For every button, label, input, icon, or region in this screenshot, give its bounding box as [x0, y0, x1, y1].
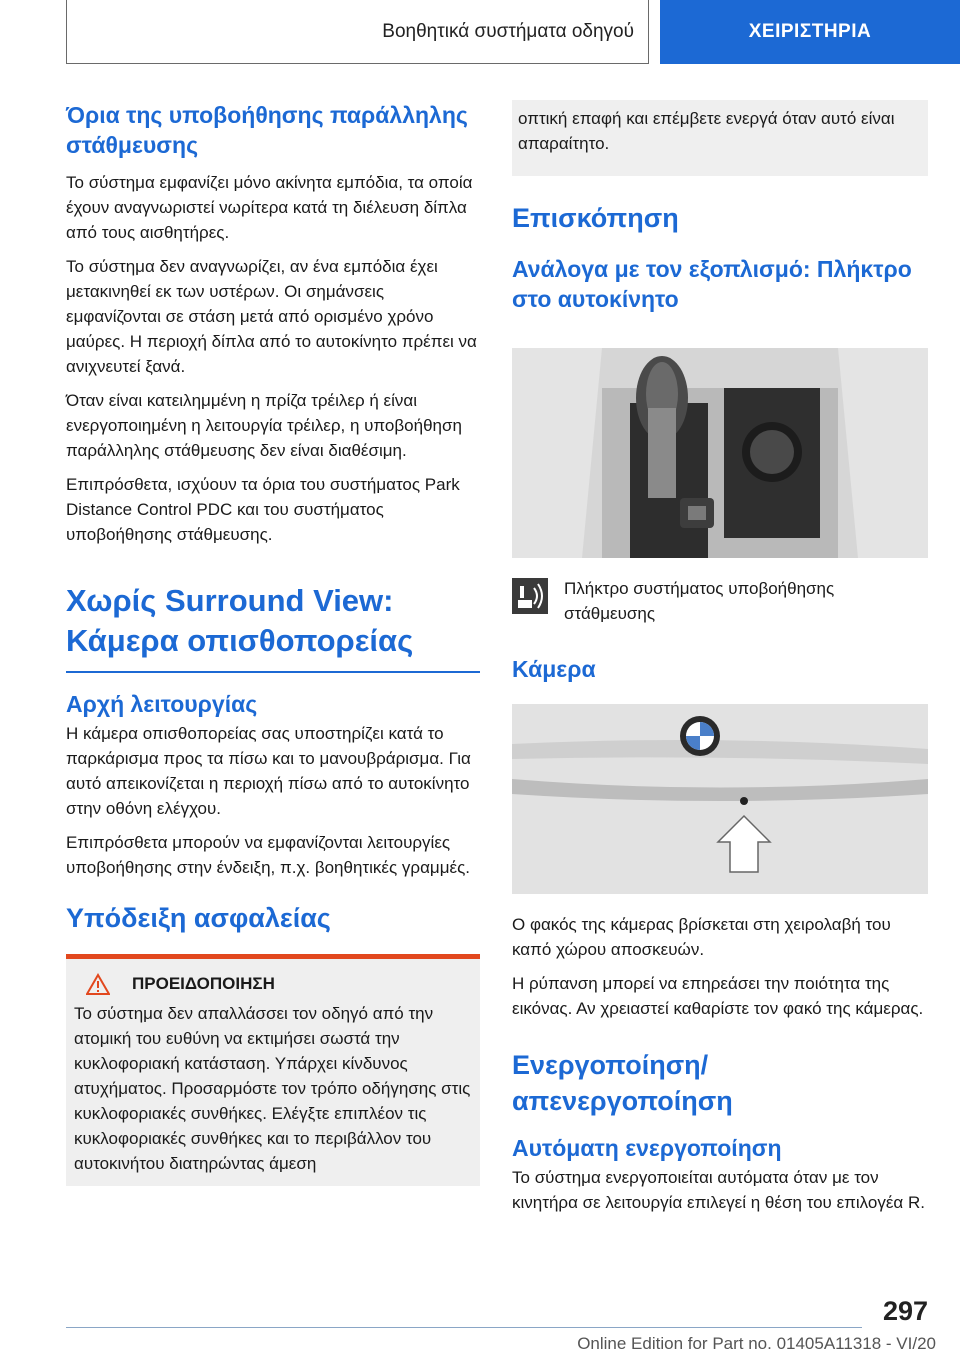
principle-heading: Αρχή λειτουργίας — [66, 691, 258, 717]
safety-heading: Υπόδειξη ασφαλείας — [66, 903, 331, 933]
button-caption: Πλήκτρο συστήματος υποβοήθησης στάθμευσης — [564, 579, 835, 623]
center-console-image — [512, 348, 928, 558]
auto-activation-heading: Αυτόματη ενεργοποίηση — [512, 1135, 782, 1161]
auto-activation-paragraph: Το σύστημα ενεργοποιείται αυτόματα όταν με τον κινητήρα σε λειτουργία επιλεγεί η θέση του επιλογέα R. — [512, 1168, 925, 1212]
camera-heading: Χωρίς Surround View: Κάμερα οπισθοπορείας — [66, 583, 414, 658]
trunk-camera-photo — [512, 704, 928, 894]
limits-paragraph-4: Επιπρόσθετα, ισχύουν τα όρια του συστήματος Park Distance Control PDC και του συστήματος υποβοήθησης στάθμευσης. — [66, 475, 460, 544]
warning-label: ΠΡΟΕΙΔΟΠΟΙΗΣΗ — [132, 974, 275, 993]
warning-continued-text: οπτική επαφή και επέμβετε ενεργά όταν αυτό είναι απαραίτητο. — [518, 109, 895, 153]
console-photo — [512, 348, 928, 558]
warning-triangle-icon — [86, 973, 110, 995]
activation-heading: Ενεργοποίηση/απενεργοποίηση — [512, 1050, 733, 1116]
lens-paragraph-2: Η ρύπανση μπορεί να επηρεάσει την ποιότητα της εικόνας. Αν χρειαστεί καθαρίστε τον φακό της κάμερας. — [512, 974, 924, 1018]
principle-paragraph-2: Επιπρόσθετα μπορούν να εμφανίζονται λειτουργίες υποβοήθησης στην ένδειξη, π.χ. βοηθητικές γραμμές. — [66, 833, 470, 877]
limits-heading: Όρια της υποβοήθησης παράλληλης στάθμευσης — [66, 102, 468, 158]
footer-rule — [66, 1327, 862, 1328]
warning-continued-box — [512, 100, 928, 176]
camera-subheading: Κάμερα — [512, 656, 596, 682]
button-caption-row — [512, 576, 928, 626]
warning-title — [74, 973, 472, 995]
section-rule — [66, 671, 480, 673]
warning-box — [66, 959, 480, 1186]
principle-paragraph-1: Η κάμερα οπισθοπορείας σας υποστηρίζει κατά το παρκάρισμα προς τα πίσω και το μανουβράρισμα. Για αυτό απεικονίζεται η περιοχή πίσω από το αυτοκίνητο στην οθόνη ελέγχου. — [66, 724, 471, 818]
lens-paragraph-1: Ο φακός της κάμερας βρίσκεται στη χειρολαβή του καπό χώρου αποσκευών. — [512, 915, 891, 959]
right-column — [512, 100, 928, 1224]
equipment-heading: Ανάλογα με τον εξοπλισμό: Πλήκτρο στο αυτοκίνητο — [512, 256, 912, 312]
overview-heading: Επισκόπηση — [512, 203, 679, 233]
trunk-lid-image — [512, 704, 928, 894]
header-section: Βοηθητικά συστήματα οδηγού — [66, 0, 649, 64]
limits-paragraph-1: Το σύστημα εμφανίζει μόνο ακίνητα εμπόδια, τα οποία έχουν αναγνωριστεί νωρίτερα κατά τη διέλευση δίπλα από τους αισθητήρες. — [66, 173, 473, 242]
park-assist-button-icon — [512, 578, 548, 614]
warning-text: Το σύστημα δεν απαλλάσσει τον οδηγό από την ατομική του ευθύνη να εκτιμήσει σωστά την κυκλοφοριακή κατάσταση. Υπάρχει κίνδυνος ατυχήματος. Προσαρμόστε τον τρόπο οδήγησης στις κυκλοφοριακές συνθήκες. Ελέγξτε επιπλέον τις κυκλοφοριακές συνθήκες και το περιβάλλον του αυτοκινήτου διατηρώντας άμεση — [74, 1004, 471, 1173]
page-number: 297 — [882, 1296, 928, 1326]
edition-text: Online Edition for Part no. 01405A11318 - VI/20 — [577, 1334, 936, 1353]
left-column — [66, 100, 480, 1186]
limits-paragraph-2: Το σύστημα δεν αναγνωρίζει, αν ένα εμπόδια έχει μετακινηθεί εκ των υστέρων. Οι σημάνσεις εμφανίζονται σε στάση μετά από ορισμένο χρόνο μαύρες. Η περιοχή δίπλα από το αυτοκίνητο πρέπει να ανιχνευτεί ξανά. — [66, 257, 477, 376]
header-chapter: ΧΕΙΡΙΣΤΗΡΙΑ — [660, 0, 960, 64]
limits-paragraph-3: Όταν είναι κατειλημμένη η πρίζα τρέιλερ ή είναι ενεργοποιημένη η λειτουργία τρέιλερ, η υποβοήθηση παράλληλης στάθμευσης δεν είναι διαθέσιμη. — [66, 391, 462, 460]
